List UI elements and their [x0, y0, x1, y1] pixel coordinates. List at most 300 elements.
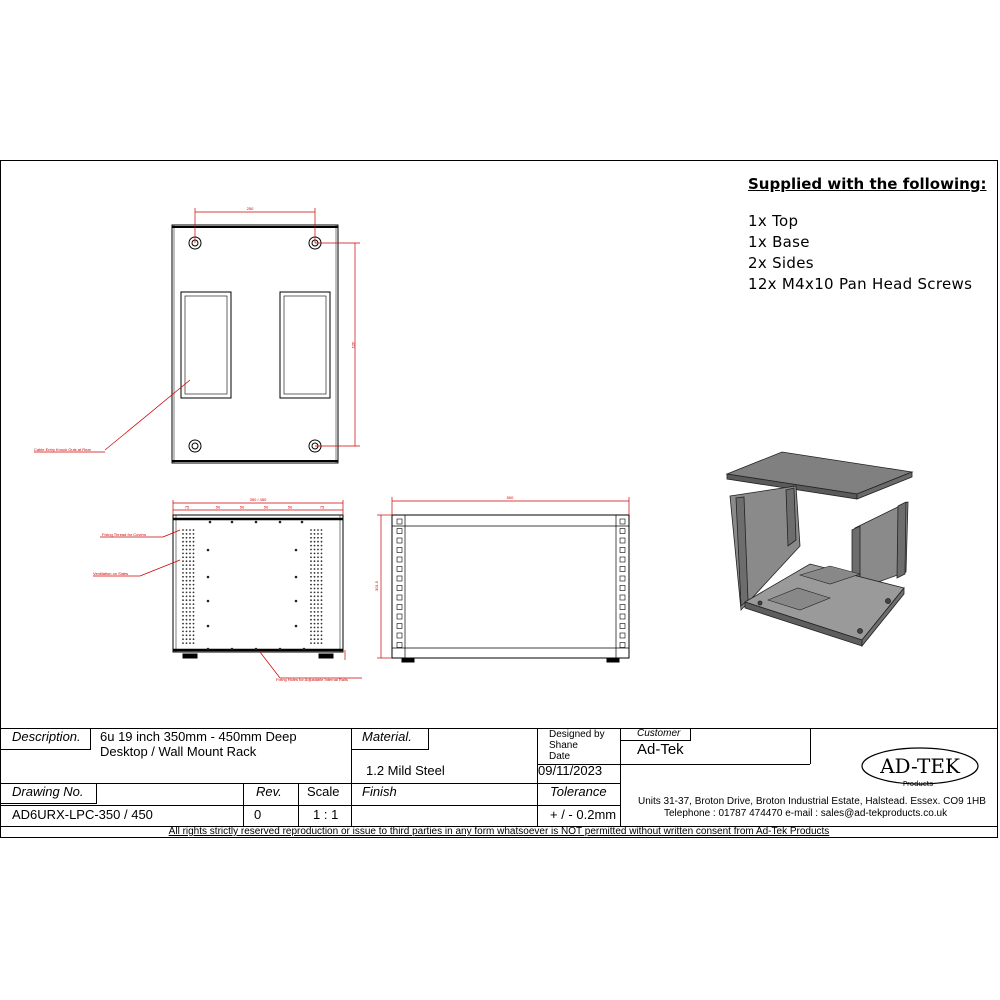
hole	[189, 588, 191, 590]
title-block	[0, 728, 998, 838]
hole	[314, 603, 316, 605]
fixing-holes	[207, 521, 306, 651]
hole	[317, 572, 319, 574]
hole	[321, 533, 323, 535]
hole	[231, 648, 234, 651]
hole	[310, 607, 312, 609]
hole	[193, 537, 195, 539]
hole	[193, 627, 195, 629]
rail-hole	[397, 586, 402, 591]
hole	[182, 568, 184, 570]
hole	[255, 648, 258, 651]
date-value: 09/11/2023	[538, 763, 603, 778]
rail-hole	[397, 538, 402, 543]
hole	[193, 529, 195, 531]
hole	[321, 553, 323, 555]
note-ventilation: Ventilation on Sides	[93, 571, 129, 576]
rail-hole	[620, 538, 625, 543]
hole	[189, 607, 191, 609]
hole	[189, 529, 191, 531]
hole	[207, 648, 210, 651]
top-view-outline	[172, 225, 338, 463]
supplied-item-top: 1x Top	[748, 212, 799, 230]
hole	[317, 611, 319, 613]
hole	[314, 572, 316, 574]
hole	[317, 599, 319, 601]
hole	[321, 549, 323, 551]
supplied-item-base: 1x Base	[748, 233, 810, 251]
hole	[317, 631, 319, 633]
designer-name: Shane	[549, 740, 578, 751]
hole	[321, 638, 323, 640]
hole	[314, 638, 316, 640]
hole	[321, 580, 323, 582]
dim-side-height: 301.5	[374, 580, 379, 592]
hole	[189, 634, 191, 636]
dim-top-width: 250	[246, 206, 254, 211]
hole	[189, 584, 191, 586]
hole	[189, 541, 191, 543]
hole	[189, 580, 191, 582]
hole	[182, 623, 184, 625]
hole	[301, 521, 304, 524]
designed-by-label: Designed by	[549, 729, 605, 740]
hole	[189, 572, 191, 574]
hole	[193, 588, 195, 590]
hole	[317, 560, 319, 562]
hole	[317, 541, 319, 543]
hole	[314, 599, 316, 601]
dim-front-width: 350 / 450	[249, 497, 267, 502]
rail-hole	[620, 633, 625, 638]
knockout-left	[181, 292, 231, 398]
hole	[317, 553, 319, 555]
hole	[310, 619, 312, 621]
hole	[186, 572, 188, 574]
hole	[193, 642, 195, 644]
hole	[310, 595, 312, 597]
hole	[182, 556, 184, 558]
rail-hole	[620, 529, 625, 534]
hole	[186, 615, 188, 617]
hole	[310, 556, 312, 558]
hole	[189, 549, 191, 551]
hole	[255, 521, 258, 524]
hole	[186, 556, 188, 558]
hole	[317, 603, 319, 605]
hole	[182, 603, 184, 605]
rail-hole	[620, 557, 625, 562]
hole	[310, 588, 312, 590]
hole	[317, 533, 319, 535]
top-view	[172, 225, 338, 463]
hole	[317, 529, 319, 531]
hole	[189, 619, 191, 621]
hole	[182, 584, 184, 586]
rail-hole	[397, 614, 402, 619]
hole	[182, 631, 184, 633]
hole	[207, 600, 210, 603]
hole	[314, 560, 316, 562]
hole	[310, 576, 312, 578]
hole	[321, 560, 323, 562]
hole	[182, 580, 184, 582]
hole	[317, 564, 319, 566]
hole	[310, 572, 312, 574]
hole	[193, 545, 195, 547]
hole	[310, 599, 312, 601]
hole	[321, 615, 323, 617]
hole	[310, 549, 312, 551]
hole	[193, 619, 195, 621]
hole	[314, 592, 316, 594]
rail-hole	[397, 643, 402, 648]
hole	[317, 549, 319, 551]
front-view	[173, 515, 343, 658]
hole	[182, 529, 184, 531]
hole	[310, 564, 312, 566]
hole	[182, 576, 184, 578]
hole	[207, 625, 210, 628]
hole	[186, 595, 188, 597]
rail-hole	[397, 567, 402, 572]
hole	[314, 588, 316, 590]
hole	[182, 549, 184, 551]
hole	[186, 568, 188, 570]
hole	[303, 648, 306, 651]
hole	[317, 638, 319, 640]
supplied-heading: Supplied with the following:	[748, 175, 987, 193]
hole	[186, 549, 188, 551]
hole	[207, 576, 210, 579]
rail-hole	[620, 567, 625, 572]
hole	[186, 529, 188, 531]
hole	[310, 627, 312, 629]
hole	[186, 580, 188, 582]
hole	[193, 564, 195, 566]
hole	[310, 537, 312, 539]
hole	[314, 642, 316, 644]
hole	[189, 545, 191, 547]
rail-hole	[397, 633, 402, 638]
rail-hole	[620, 595, 625, 600]
hole	[314, 533, 316, 535]
hole	[321, 611, 323, 613]
hole	[321, 595, 323, 597]
hole	[310, 529, 312, 531]
hole	[193, 560, 195, 562]
hole	[317, 627, 319, 629]
hole	[310, 631, 312, 633]
hole	[310, 634, 312, 636]
hole	[186, 533, 188, 535]
logo-text: AD-TEK	[880, 754, 960, 778]
hole	[279, 521, 282, 524]
hole	[186, 541, 188, 543]
hole	[193, 638, 195, 640]
hole	[193, 549, 195, 551]
hole	[193, 603, 195, 605]
rev-value: 0	[254, 807, 262, 822]
hole	[310, 568, 312, 570]
hole	[321, 568, 323, 570]
rail-hole	[397, 529, 402, 534]
dim-side-width: 500	[506, 495, 514, 500]
hole	[189, 556, 191, 558]
hole	[186, 603, 188, 605]
hole	[182, 599, 184, 601]
hole	[186, 627, 188, 629]
hole	[189, 611, 191, 613]
hole	[314, 568, 316, 570]
supplied-item-screws: 12x M4x10 Pan Head Screws	[748, 275, 973, 293]
rail-hole	[397, 519, 402, 524]
hole	[189, 623, 191, 625]
vent-holes-left	[182, 529, 194, 644]
hole	[207, 549, 210, 552]
hole	[314, 576, 316, 578]
hole	[193, 623, 195, 625]
hole	[189, 537, 191, 539]
hole	[314, 595, 316, 597]
hole	[314, 529, 316, 531]
hole	[189, 560, 191, 562]
hole	[317, 580, 319, 582]
hole	[193, 553, 195, 555]
hole	[317, 642, 319, 644]
hole	[189, 638, 191, 640]
note-cable-entry: Cable Entry Knock Outs at Rear	[34, 447, 91, 452]
dim-seg-3: 50	[239, 504, 245, 510]
hole	[295, 549, 298, 552]
copyright-footer: All rights strictly reserved reproduction or issue to third parties in any form whatsoever is NOT permitted without written consent from Ad-Tek Products	[168, 826, 830, 837]
hole	[189, 615, 191, 617]
hole	[317, 537, 319, 539]
note-fixing-holes: Fixing Holes for Adjustable Internal Rails	[276, 677, 348, 682]
hole	[182, 619, 184, 621]
hole	[317, 584, 319, 586]
hole	[317, 588, 319, 590]
hole	[310, 553, 312, 555]
rail-hole	[397, 605, 402, 610]
hole	[314, 631, 316, 633]
hole	[182, 611, 184, 613]
hole	[310, 545, 312, 547]
hole	[310, 533, 312, 535]
scale-value: 1 : 1	[313, 807, 339, 822]
hole	[182, 642, 184, 644]
hole	[189, 642, 191, 644]
rail-hole	[620, 643, 625, 648]
hole	[186, 611, 188, 613]
hole	[321, 603, 323, 605]
hole	[314, 580, 316, 582]
hole	[186, 599, 188, 601]
hole	[182, 588, 184, 590]
hole	[182, 537, 184, 539]
hole	[193, 595, 195, 597]
hole	[314, 607, 316, 609]
customer-value: Ad-Tek	[637, 741, 684, 758]
hole	[189, 603, 191, 605]
hole	[193, 611, 195, 613]
hole	[193, 556, 195, 558]
hole	[182, 615, 184, 617]
hole	[310, 615, 312, 617]
hole	[189, 627, 191, 629]
hole	[186, 576, 188, 578]
logo-subtext: Products	[902, 780, 934, 788]
hole	[186, 553, 188, 555]
hole	[317, 619, 319, 621]
hole	[317, 576, 319, 578]
hole	[182, 533, 184, 535]
hole	[182, 545, 184, 547]
hole	[189, 595, 191, 597]
hole	[314, 537, 316, 539]
hole	[310, 580, 312, 582]
hole	[186, 634, 188, 636]
hole	[193, 584, 195, 586]
hole	[321, 627, 323, 629]
hole	[193, 592, 195, 594]
hole	[310, 638, 312, 640]
hole	[321, 537, 323, 539]
hole	[310, 592, 312, 594]
hole	[321, 545, 323, 547]
hole	[310, 623, 312, 625]
hole	[182, 634, 184, 636]
hole	[310, 611, 312, 613]
hole	[317, 595, 319, 597]
rail-hole	[397, 557, 402, 562]
rail-hole	[620, 624, 625, 629]
hole	[182, 560, 184, 562]
hole	[314, 553, 316, 555]
hole	[317, 568, 319, 570]
hole	[321, 623, 323, 625]
hole	[321, 576, 323, 578]
hole	[321, 541, 323, 543]
dim-seg-2: 50	[215, 504, 221, 510]
hole	[317, 607, 319, 609]
hole	[295, 600, 298, 603]
ad-tek-logo	[860, 746, 980, 790]
dim-seg-6: 75	[319, 504, 325, 510]
hole	[182, 541, 184, 543]
hole	[321, 592, 323, 594]
hole	[321, 631, 323, 633]
hole	[193, 576, 195, 578]
hole	[321, 556, 323, 558]
hole	[321, 619, 323, 621]
hole	[231, 521, 234, 524]
hole	[314, 541, 316, 543]
hole	[186, 564, 188, 566]
hole	[182, 595, 184, 597]
rail-hole	[620, 548, 625, 553]
hole	[314, 549, 316, 551]
hole	[182, 607, 184, 609]
hole	[310, 541, 312, 543]
hole	[279, 648, 282, 651]
hole	[193, 599, 195, 601]
rail-hole	[397, 624, 402, 629]
hole	[182, 638, 184, 640]
hole	[314, 627, 316, 629]
hole	[209, 521, 212, 524]
hole	[186, 592, 188, 594]
date-label: Date	[549, 751, 571, 762]
finish-label: Finish	[362, 784, 397, 799]
hole	[310, 584, 312, 586]
rail-hole	[397, 576, 402, 581]
hole	[314, 619, 316, 621]
hole	[317, 556, 319, 558]
hole	[189, 533, 191, 535]
hole	[189, 553, 191, 555]
hole	[186, 619, 188, 621]
hole	[189, 564, 191, 566]
knockout-right	[280, 292, 330, 398]
hole	[186, 560, 188, 562]
rail-hole	[620, 605, 625, 610]
hole	[321, 584, 323, 586]
rev-label: Rev.	[256, 784, 282, 799]
hole	[314, 634, 316, 636]
hole	[189, 631, 191, 633]
hole	[189, 576, 191, 578]
hole	[193, 533, 195, 535]
dim-seg-4: 50	[263, 504, 269, 510]
rail-hole	[397, 595, 402, 600]
hole	[321, 588, 323, 590]
hole	[193, 631, 195, 633]
hole	[314, 584, 316, 586]
hole	[193, 580, 195, 582]
hole	[186, 642, 188, 644]
hole	[186, 584, 188, 586]
hole	[314, 556, 316, 558]
tolerance-label: Tolerance	[550, 784, 607, 799]
rail-hole	[620, 576, 625, 581]
tolerance-value: + / - 0.2mm	[550, 807, 617, 822]
material-label: Material.	[362, 729, 412, 744]
description-line2: Desktop / Wall Mount Rack	[100, 744, 257, 759]
hole	[317, 545, 319, 547]
hole	[314, 564, 316, 566]
side-view	[392, 515, 629, 662]
hole	[321, 607, 323, 609]
hole	[321, 572, 323, 574]
hole	[321, 642, 323, 644]
hole	[189, 599, 191, 601]
vent-holes-right	[310, 529, 322, 644]
rail-hole	[620, 586, 625, 591]
hole	[193, 568, 195, 570]
hole	[186, 607, 188, 609]
hole	[310, 642, 312, 644]
hole	[193, 572, 195, 574]
hole	[186, 588, 188, 590]
description-line1: 6u 19 inch 350mm - 450mm Deep	[100, 729, 297, 744]
dim-seg-5: 50	[287, 504, 293, 510]
hole	[295, 625, 298, 628]
hole	[189, 568, 191, 570]
hole	[317, 623, 319, 625]
hole	[186, 545, 188, 547]
drawing-no-label: Drawing No.	[12, 784, 84, 799]
